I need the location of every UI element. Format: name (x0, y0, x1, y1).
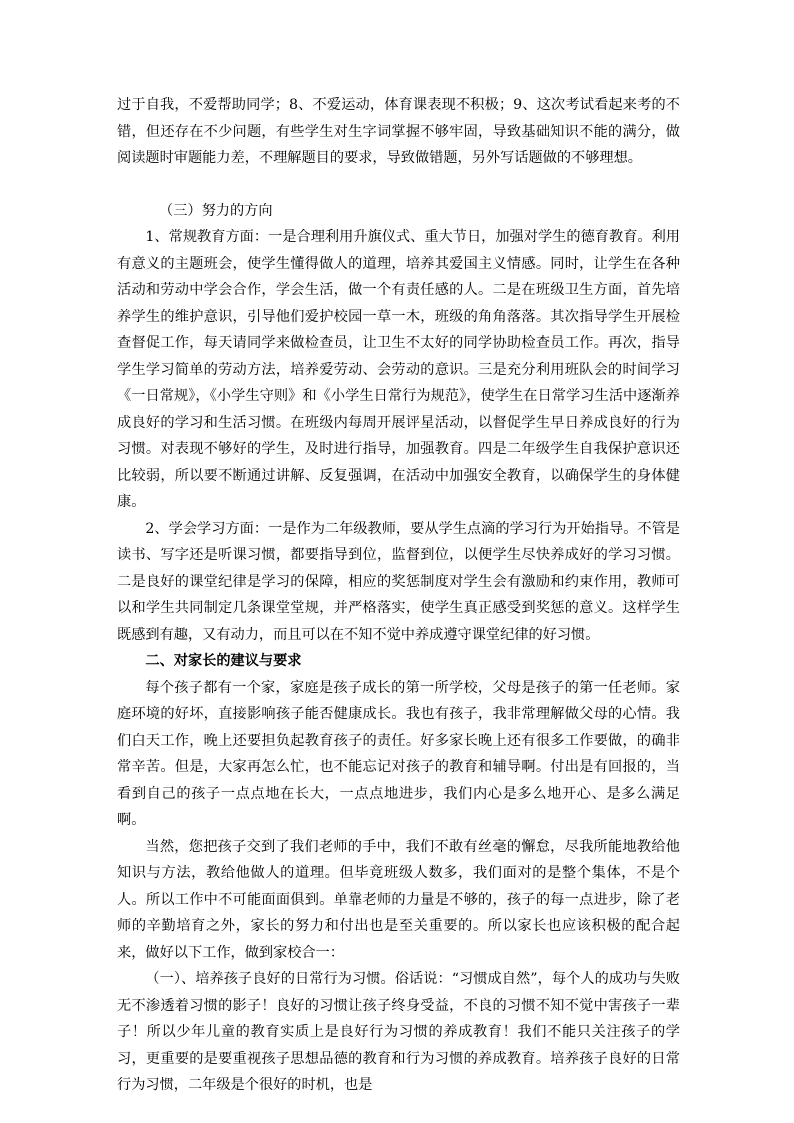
document-page (117, 92, 680, 1099)
paragraph-family-role: 每个孩子都有一个家，家庭是孩子成长的第一所学校，父母是孩子的第一任老师。家庭环境的好坏，直接影响孩子能否健康成长。我也有孩子，我非常理解做父母的心情。我们白天工作，晚上还要担负起教育孩子的责任。好多家长晚上还有很多工作要做，的确非常辛苦。但是，大家再怎么忙，也不能忘记对孩子的教育和辅导啊。付出是有回报的，当看到自己的孩子一点点地在长大，一点点地进步，我们内心是多么地开心、是多么满足啊。 (117, 679, 680, 828)
heading-parent-suggestions: 二、对家长的建议与要求 (145, 653, 302, 669)
heading-effort-direction: （三）努力的方向 (159, 202, 273, 219)
paragraph-cooperation: 当然，您把孩子交到了我们老师的手中，我们不敢有丝毫的懈怠，尽我所能地教给他知识与方法，教给他做人的道理。但毕竟班级人数多，我们面对的是整个集体，不是个人。所以工作中不可能面面俱到。单靠老师的力量是不够的，孩子的每一点进步，除了老师的辛勤培育之外，家长的努力和付出也是至关重要的。所以家长也应该积极的配合起来，做好以下工作，做到家校合一： (117, 838, 680, 961)
paragraph-behavior-habits: （一）、培养孩子良好的日常行为习惯。俗话说：“习惯成自然”，每个人的成功与失败无不渗透着习惯的影子！良好的习惯让孩子终身受益，不良的习惯不知不觉中害孩子一辈子！所以少年儿童的教育实质上是良好行为习惯的养成教育！我们不能只关注孩子的学习，更重要的是要重视孩子思想品德的教育和行为习惯的养成教育。培养孩子良好的日常行为习惯，二年级是个很好的时机，也是 (117, 971, 680, 1093)
paragraph-intro-continuation: 过于自我，不爱帮助同学；8、不爱运动，体育课表现不积极；9、这次考试看起来考的不错，但还存在不少问题，有些学生对生字词掌握不够牢固，导致基础知识不能的满分，做阅读题时审题能力差，不理解题目的要求，导致做错题，另外写话题做的不够理想。 (117, 97, 680, 166)
paragraph-learning-habits: 2、学会学习方面：一是作为二年级教师，要从学生点滴的学习行为开始指导。不管是读书、写字还是听课习惯，都要指导到位，监督到位，以便学生尽快养成好的学习习惯。二是良好的课堂纪律是学习的保障，相应的奖惩制度对学生会有激励和约束作用，教师可以和学生共同制定几条课堂堂规，并严格落实，使学生真正感受到奖惩的意义。这样学生既感到有趣，又有动力，而且可以在不知不觉中养成遵守课堂纪律的好习惯。 (117, 520, 680, 643)
paragraph-routine-education: 1、常规教育方面：一是合理利用升旗仪式、重大节日，加强对学生的德育教育。利用有意义的主题班会，使学生懂得做人的道理，培养其爱国主义情感。同时，让学生在各种活动和劳动中学会合作，学会生活，做一个有责任感的人。二是在班级卫生方面，首先培养学生的维护意识，引导他们爱护校园一草一木，班级的角角落落。其次指导学生开展检查督促工作，每天请同学来做检查员，让卫生不太好的同学协助检查员工作。再次，指导学生学习简单的劳动方法，培养爱劳动、会劳动的意识。三是充分利用班队会的时间学习《一日常规》，《小学生守则》和《小学生日常行为规范》，使学生在日常学习生活中逐渐养成良好的学习和生活习惯。在班级内每周开展评星活动，以督促学生早日养成良好的行为习惯。对表现不够好的学生，及时进行指导，加强教育。四是二年级学生自我保护意识还比较弱，所以要不断通过讲解、反复强调，在活动中加强安全教育，以确保学生的身体健康。 (117, 229, 680, 510)
